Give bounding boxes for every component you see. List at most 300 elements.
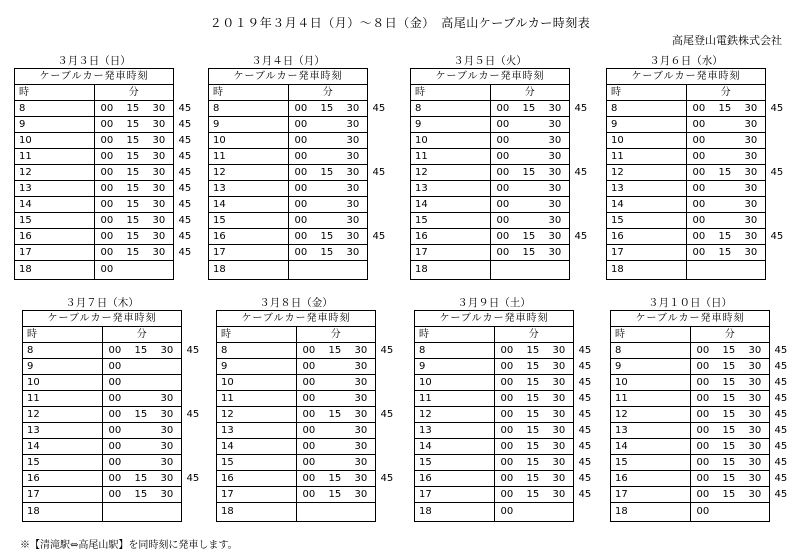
hour-cell: 13 <box>607 181 687 197</box>
timetable-table <box>606 68 784 280</box>
minute-value: 30 <box>748 425 762 436</box>
minute-value: 30 <box>744 151 758 162</box>
minutes-cell <box>494 487 592 503</box>
minute-value: 00 <box>500 457 514 468</box>
minute-value: 00 <box>100 215 114 226</box>
minute-value: 30 <box>548 119 562 130</box>
timetable-table <box>208 68 386 280</box>
hour-cell: 16 <box>209 229 289 245</box>
minute-value: 30 <box>152 231 166 242</box>
table-row <box>607 133 766 149</box>
table-row <box>23 423 182 439</box>
minute-value: 15 <box>526 345 540 356</box>
table-row <box>15 181 174 197</box>
minute-value: 00 <box>100 103 114 114</box>
minute-value: 30 <box>744 135 758 146</box>
table-caption: ケーブルカー発車時刻 <box>15 69 174 85</box>
minute-value: 00 <box>496 231 510 242</box>
minutes-cell <box>288 245 368 261</box>
minutes-cell <box>494 503 574 522</box>
minute-value: 15 <box>526 473 540 484</box>
minutes-cell <box>288 261 368 280</box>
company-name: 高尾登山電鉄株式会社 <box>672 34 782 47</box>
minutes-cell <box>494 455 592 471</box>
table-row <box>23 375 182 391</box>
hour-cell: 11 <box>411 149 491 165</box>
table-row <box>411 181 570 197</box>
minute-value: 00 <box>294 151 308 162</box>
day-timetable <box>610 296 788 522</box>
minute-value: 00 <box>496 247 510 258</box>
minutes-cell <box>102 423 182 439</box>
minute-value: 00 <box>500 409 514 420</box>
minute-value: 15 <box>722 425 736 436</box>
hour-cell: 10 <box>15 133 95 149</box>
minute-value: 00 <box>294 167 308 178</box>
day-timetable <box>414 296 592 522</box>
minute-value: 30 <box>548 215 562 226</box>
hour-cell: 8 <box>411 101 491 117</box>
minutes-cell <box>686 181 766 197</box>
minutes-cell <box>296 423 376 439</box>
hour-cell: 9 <box>15 117 95 133</box>
minutes-cell <box>686 117 766 133</box>
minute-header: 分 <box>296 327 376 343</box>
hour-header: 時 <box>209 85 289 101</box>
minute-value: 15 <box>522 247 536 258</box>
minute-value: 45 <box>774 345 788 356</box>
hour-cell: 10 <box>611 375 691 391</box>
hour-cell: 12 <box>209 165 289 181</box>
minutes-cell <box>686 165 784 181</box>
table-row <box>23 471 182 487</box>
minute-value: 00 <box>108 361 122 372</box>
minute-value: 00 <box>496 183 510 194</box>
hour-header: 時 <box>607 85 687 101</box>
minutes-cell <box>296 343 394 359</box>
minute-value: 45 <box>178 231 192 242</box>
minutes-cell <box>296 503 376 522</box>
hour-cell: 14 <box>415 439 495 455</box>
minute-value: 00 <box>692 247 706 258</box>
minute-value: 00 <box>696 345 710 356</box>
minute-value: 15 <box>134 345 148 356</box>
minute-header: 分 <box>686 85 766 101</box>
table-row <box>607 101 766 117</box>
minute-value: 45 <box>178 247 192 258</box>
hour-cell: 12 <box>23 407 103 423</box>
table-row <box>411 197 570 213</box>
minute-value: 15 <box>526 393 540 404</box>
hour-cell: 18 <box>15 261 95 280</box>
minute-value: 45 <box>372 231 386 242</box>
table-row <box>23 487 182 503</box>
hour-cell: 17 <box>23 487 103 503</box>
minute-value: 00 <box>696 489 710 500</box>
day-timetable <box>606 54 784 280</box>
minutes-cell <box>690 423 788 439</box>
minute-value: 30 <box>354 393 368 404</box>
minute-value: 00 <box>500 393 514 404</box>
hour-header: 時 <box>415 327 495 343</box>
table-row <box>607 117 766 133</box>
hour-cell: 13 <box>415 423 495 439</box>
table-row <box>611 359 770 375</box>
minute-value: 30 <box>346 135 360 146</box>
minute-value: 15 <box>320 231 334 242</box>
table-row <box>15 261 174 280</box>
table-caption: ケーブルカー発車時刻 <box>23 311 182 327</box>
minute-value: 30 <box>552 441 566 452</box>
table-row <box>15 165 174 181</box>
minute-value: 30 <box>548 247 562 258</box>
table-row <box>209 213 368 229</box>
hour-cell: 9 <box>411 117 491 133</box>
hour-cell: 11 <box>607 149 687 165</box>
minutes-cell <box>102 375 182 391</box>
minute-header: 分 <box>102 327 182 343</box>
timetable-table <box>14 68 192 280</box>
minutes-cell <box>102 455 182 471</box>
minute-value: 45 <box>178 103 192 114</box>
minute-value: 00 <box>108 377 122 388</box>
minutes-cell <box>296 439 376 455</box>
minute-value: 00 <box>108 393 122 404</box>
hour-cell: 10 <box>217 375 297 391</box>
minute-value: 00 <box>696 377 710 388</box>
table-row <box>415 423 574 439</box>
minute-value: 00 <box>100 119 114 130</box>
hour-cell: 15 <box>15 213 95 229</box>
hour-cell: 8 <box>217 343 297 359</box>
minute-value: 00 <box>696 425 710 436</box>
minute-value: 15 <box>718 247 732 258</box>
minute-header: 分 <box>288 85 368 101</box>
minute-value: 30 <box>548 199 562 210</box>
minutes-cell <box>494 471 592 487</box>
minutes-cell <box>94 101 192 117</box>
minutes-cell <box>102 471 200 487</box>
hour-cell: 14 <box>23 439 103 455</box>
minute-value: 15 <box>126 199 140 210</box>
hour-cell: 15 <box>23 455 103 471</box>
minutes-cell <box>690 343 788 359</box>
table-row <box>415 375 574 391</box>
table-row <box>217 407 376 423</box>
hour-cell: 13 <box>15 181 95 197</box>
minute-value: 30 <box>744 215 758 226</box>
minute-value: 45 <box>774 489 788 500</box>
minute-header: 分 <box>490 85 570 101</box>
minute-value: 45 <box>186 345 200 356</box>
minute-value: 30 <box>744 103 758 114</box>
minute-value: 15 <box>328 409 342 420</box>
minute-value: 45 <box>178 215 192 226</box>
minutes-cell <box>494 423 592 439</box>
table-row <box>209 261 368 280</box>
hour-header: 時 <box>217 327 297 343</box>
table-row <box>611 487 770 503</box>
table-row <box>15 133 174 149</box>
hour-cell: 13 <box>23 423 103 439</box>
hour-cell: 14 <box>607 197 687 213</box>
minutes-cell <box>102 359 182 375</box>
table-row <box>611 471 770 487</box>
minute-value: 30 <box>346 231 360 242</box>
table-caption: ケーブルカー発車時刻 <box>209 69 368 85</box>
minutes-cell <box>690 407 788 423</box>
minutes-cell <box>296 391 376 407</box>
hour-cell: 13 <box>611 423 691 439</box>
day-label: ３月６日（水） <box>649 55 723 67</box>
hour-cell: 10 <box>415 375 495 391</box>
minute-value: 30 <box>152 151 166 162</box>
minute-value: 45 <box>178 199 192 210</box>
day-label: ３月７日（木） <box>65 297 139 309</box>
table-row <box>209 101 368 117</box>
hour-cell: 16 <box>607 229 687 245</box>
minute-value: 00 <box>496 167 510 178</box>
hour-cell: 12 <box>15 165 95 181</box>
hour-cell: 16 <box>15 229 95 245</box>
hour-cell: 11 <box>611 391 691 407</box>
minutes-cell <box>94 245 192 261</box>
minute-value: 30 <box>548 135 562 146</box>
hour-cell: 16 <box>415 471 495 487</box>
table-row <box>209 245 368 261</box>
hour-cell: 8 <box>209 101 289 117</box>
minute-value: 00 <box>692 103 706 114</box>
minute-value: 30 <box>744 167 758 178</box>
minute-value: 00 <box>302 393 316 404</box>
minute-value: 15 <box>722 377 736 388</box>
minute-value: 45 <box>578 489 592 500</box>
table-row <box>209 149 368 165</box>
minute-value: 45 <box>178 119 192 130</box>
minute-value: 45 <box>578 457 592 468</box>
hour-cell: 16 <box>611 471 691 487</box>
minute-value: 30 <box>748 409 762 420</box>
day-timetable <box>14 54 192 280</box>
day-timetable <box>216 296 394 522</box>
minute-header: 分 <box>690 327 770 343</box>
minute-value: 45 <box>578 377 592 388</box>
minute-value: 30 <box>552 393 566 404</box>
minute-value: 15 <box>328 473 342 484</box>
minutes-cell <box>494 407 592 423</box>
minutes-cell <box>490 165 588 181</box>
minute-value: 30 <box>346 119 360 130</box>
minute-value: 30 <box>354 361 368 372</box>
hour-cell: 18 <box>209 261 289 280</box>
minutes-cell <box>686 101 784 117</box>
minute-value: 00 <box>302 457 316 468</box>
minute-value: 30 <box>354 473 368 484</box>
minute-value: 00 <box>294 183 308 194</box>
minute-value: 15 <box>134 409 148 420</box>
minutes-cell <box>94 117 192 133</box>
minute-value: 45 <box>578 361 592 372</box>
minute-value: 15 <box>320 247 334 258</box>
table-row <box>209 197 368 213</box>
minute-value: 15 <box>718 167 732 178</box>
minute-value: 45 <box>774 361 788 372</box>
minute-value: 15 <box>722 361 736 372</box>
minute-value: 15 <box>526 361 540 372</box>
minutes-cell <box>490 101 588 117</box>
minute-value: 30 <box>748 361 762 372</box>
minute-value: 45 <box>578 345 592 356</box>
minutes-cell <box>686 261 766 280</box>
minutes-cell <box>94 133 192 149</box>
minute-value: 00 <box>500 441 514 452</box>
minute-value: 15 <box>526 441 540 452</box>
minute-value: 00 <box>500 425 514 436</box>
minute-value: 15 <box>522 167 536 178</box>
minute-value: 15 <box>328 345 342 356</box>
hour-cell: 12 <box>607 165 687 181</box>
table-row <box>217 439 376 455</box>
minute-value: 30 <box>354 345 368 356</box>
minutes-cell <box>686 149 766 165</box>
hour-cell: 15 <box>217 455 297 471</box>
minute-value: 30 <box>552 425 566 436</box>
minute-value: 30 <box>744 119 758 130</box>
minute-value: 15 <box>320 103 334 114</box>
minute-value: 00 <box>100 167 114 178</box>
minute-value: 00 <box>294 199 308 210</box>
minute-value: 15 <box>126 231 140 242</box>
table-row <box>607 229 766 245</box>
minute-value: 30 <box>160 425 174 436</box>
hour-cell: 10 <box>209 133 289 149</box>
timetable-table <box>414 310 592 522</box>
minute-value: 45 <box>774 425 788 436</box>
timetable-table <box>410 68 588 280</box>
table-row <box>411 261 570 280</box>
table-row <box>611 455 770 471</box>
hour-cell: 9 <box>209 117 289 133</box>
hour-cell: 11 <box>217 391 297 407</box>
hour-cell: 16 <box>217 471 297 487</box>
day-label: ３月３日（日） <box>57 55 131 67</box>
minute-value: 15 <box>722 393 736 404</box>
minutes-cell <box>288 165 386 181</box>
minute-header: 分 <box>94 85 174 101</box>
minutes-cell <box>686 213 766 229</box>
hour-cell: 14 <box>15 197 95 213</box>
table-row <box>209 165 368 181</box>
hour-cell: 14 <box>611 439 691 455</box>
minute-value: 00 <box>108 441 122 452</box>
minute-value: 00 <box>100 247 114 258</box>
minute-value: 30 <box>552 345 566 356</box>
day-label: ３月９日（土） <box>457 297 531 309</box>
hour-cell: 18 <box>415 503 495 522</box>
table-row <box>209 117 368 133</box>
hour-cell: 9 <box>607 117 687 133</box>
minute-value: 30 <box>744 247 758 258</box>
minute-value: 00 <box>496 135 510 146</box>
minute-value: 30 <box>354 409 368 420</box>
minute-value: 15 <box>126 119 140 130</box>
minute-value: 45 <box>578 409 592 420</box>
minute-value: 00 <box>692 183 706 194</box>
hour-cell: 11 <box>209 149 289 165</box>
minutes-cell <box>686 245 766 261</box>
minute-value: 00 <box>496 199 510 210</box>
minute-value: 30 <box>552 457 566 468</box>
hour-cell: 18 <box>411 261 491 280</box>
hour-header: 時 <box>611 327 691 343</box>
minute-value: 30 <box>346 167 360 178</box>
hour-cell: 18 <box>611 503 691 522</box>
minute-value: 00 <box>692 151 706 162</box>
hour-cell: 11 <box>15 149 95 165</box>
minutes-cell <box>102 487 182 503</box>
minute-value: 45 <box>372 167 386 178</box>
hour-cell: 16 <box>23 471 103 487</box>
hour-cell: 10 <box>23 375 103 391</box>
minutes-cell <box>690 375 788 391</box>
table-caption: ケーブルカー発車時刻 <box>415 311 574 327</box>
day-label: ３月１０日（日） <box>648 297 732 309</box>
minute-value: 00 <box>100 135 114 146</box>
hour-cell: 18 <box>23 503 103 522</box>
minute-value: 45 <box>380 409 394 420</box>
minute-value: 00 <box>294 215 308 226</box>
minute-value: 45 <box>178 167 192 178</box>
table-row <box>23 455 182 471</box>
minutes-cell <box>690 391 788 407</box>
minute-value: 30 <box>548 231 562 242</box>
footer-note: ※【清滝駅⇔高尾山駅】を同時刻に発車します。 <box>20 540 238 551</box>
minutes-cell <box>490 117 570 133</box>
minutes-cell <box>288 101 386 117</box>
day-label: ３月５日（火） <box>453 55 527 67</box>
hour-cell: 17 <box>217 487 297 503</box>
page-title: ２０１９年３月４日（月）～８日（金） 高尾山ケーブルカー時刻表 <box>209 16 591 30</box>
minute-value: 30 <box>744 183 758 194</box>
minute-value: 15 <box>328 489 342 500</box>
minute-value: 00 <box>692 135 706 146</box>
minute-value: 00 <box>500 345 514 356</box>
hour-cell: 15 <box>611 455 691 471</box>
minute-value: 30 <box>748 345 762 356</box>
minute-value: 30 <box>152 119 166 130</box>
hour-cell: 12 <box>415 407 495 423</box>
minute-value: 30 <box>354 489 368 500</box>
minute-value: 30 <box>160 441 174 452</box>
minute-value: 15 <box>126 183 140 194</box>
minute-value: 00 <box>108 409 122 420</box>
minute-value: 00 <box>496 151 510 162</box>
minute-value: 00 <box>302 377 316 388</box>
minute-value: 00 <box>696 393 710 404</box>
minute-value: 30 <box>160 393 174 404</box>
hour-cell: 17 <box>15 245 95 261</box>
table-row <box>217 471 376 487</box>
day-timetable <box>208 54 386 280</box>
table-row <box>15 245 174 261</box>
minutes-cell <box>686 229 784 245</box>
table-row <box>611 343 770 359</box>
table-row <box>607 197 766 213</box>
minute-value: 00 <box>100 183 114 194</box>
minute-value: 45 <box>578 473 592 484</box>
minute-value: 15 <box>126 135 140 146</box>
minutes-cell <box>490 213 570 229</box>
